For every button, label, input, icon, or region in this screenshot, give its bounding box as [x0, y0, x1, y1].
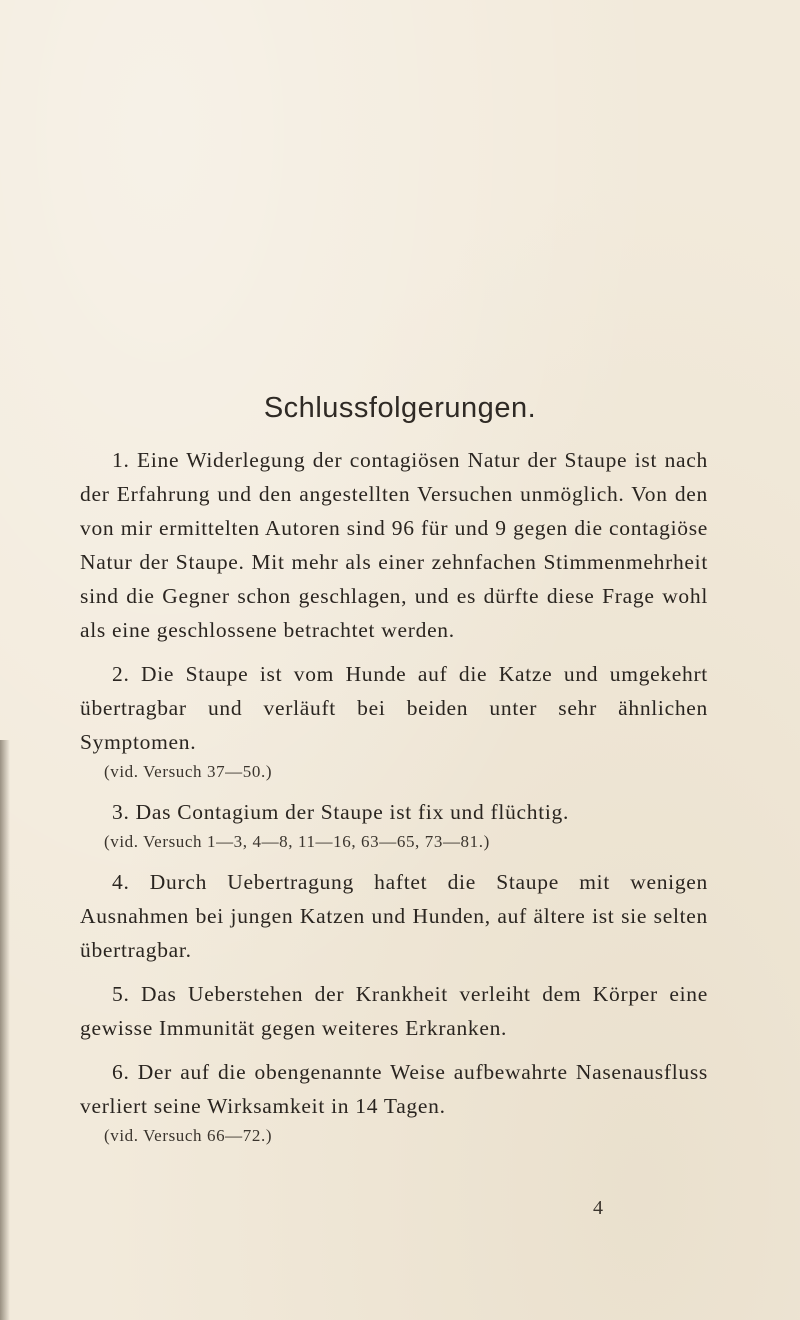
binding-shadow — [0, 740, 10, 1320]
conclusion-3-text: 3. Das Contagium der Staupe ist fix und flüchtig. — [112, 800, 570, 824]
conclusion-6-text: 6. Der auf die obengenannte Weise aufbewahrte Nasenausfluss verliert seine Wirksamkeit in 14 Tagen. — [80, 1060, 708, 1118]
page-title: Schlussfolgerungen. — [263, 392, 537, 424]
conclusion-5-text: 5. Das Ueberstehen der Krankheit verleiht dem Körper eine gewisse Immunität gegen weiteres Erkranken. — [80, 982, 708, 1040]
conclusion-4-text: 4. Durch Uebertragung haftet die Staupe mit wenigen Ausnahmen bei jungen Katzen und Hunden, auf ältere ist sie selten übertragbar. — [80, 870, 708, 962]
conclusion-1-text: 1. Eine Widerlegung der contagiösen Natur der Staupe ist nach der Erfahrung und den angestellten Versuchen unmöglich. Von den von mir ermittelten Autoren sind 96 für und 9 gegen die contagiöse Natur der Staupe. Mit mehr als einer zehnfachen Stimmenmehrheit sind die Gegner schon geschlagen, und es dürfte diese Frage wohl als eine geschlossene betrachtet werden. — [80, 448, 708, 642]
conclusion-3-reference: (vid. Versuch 1—3, 4—8, 11—16, 63—65, 73—81.) — [104, 832, 490, 851]
conclusion-2-text: 2. Die Staupe ist vom Hunde auf die Katze und umgekehrt übertragbar und verläuft bei beiden unter sehr ähnlichen Symptomen. — [80, 662, 708, 754]
page-number: 4 — [593, 1197, 603, 1219]
conclusion-6-reference: (vid. Versuch 66—72.) — [104, 1126, 273, 1145]
conclusions-list — [80, 443, 708, 1149]
conclusion-2-reference: (vid. Versuch 37—50.) — [104, 762, 273, 781]
